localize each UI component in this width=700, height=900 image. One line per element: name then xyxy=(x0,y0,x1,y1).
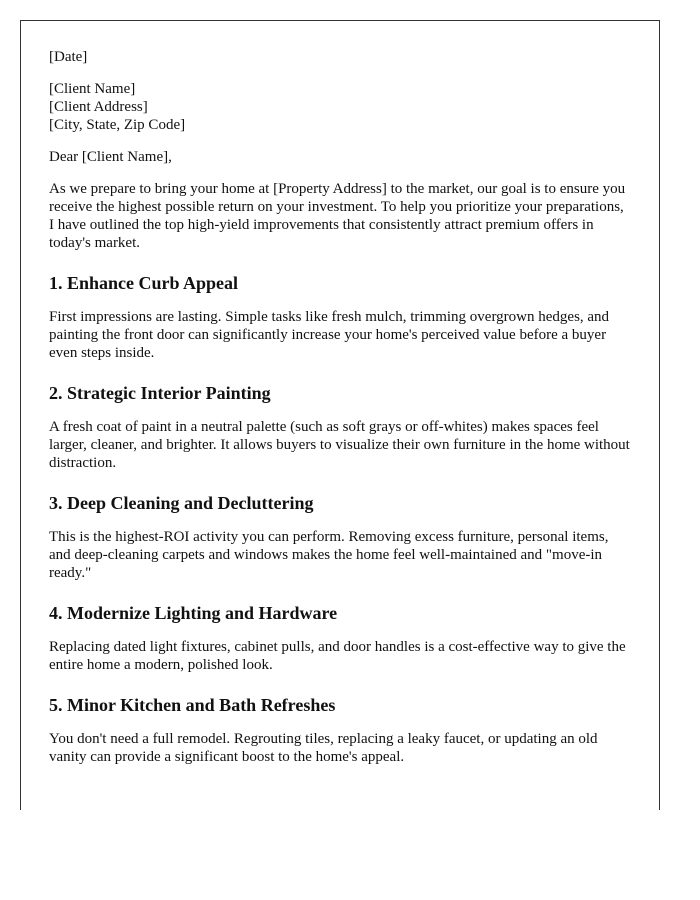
section-body-lighting-hardware: Replacing dated light fixtures, cabinet pulls, and door handles is a cost-effective way to give the entire home a modern, polished look. xyxy=(49,639,626,673)
letter-page xyxy=(20,20,660,810)
date-line: [Date] xyxy=(49,49,88,65)
section-heading-kitchen-bath: 5. Minor Kitchen and Bath Refreshes xyxy=(49,695,336,715)
section-body-deep-cleaning: This is the highest-ROI activity you can perform. Removing excess furniture, personal items, and deep-cleaning carpets and windows makes the home feel well-maintained and "move-in ready." xyxy=(49,529,609,581)
date-block xyxy=(49,48,631,66)
section-heading-interior-painting: 2. Strategic Interior Painting xyxy=(49,383,271,403)
section-heading-deep-cleaning: 3. Deep Cleaning and Decluttering xyxy=(49,493,314,513)
client-address-line: [Client Address] xyxy=(49,99,148,115)
client-name-line: [Client Name] xyxy=(49,81,136,97)
section-body-interior-painting: A fresh coat of paint in a neutral palette (such as soft grays or off-whites) makes spaces feel larger, cleaner, and brighter. It allows buyers to visualize their own furniture in the home without distraction. xyxy=(49,419,630,471)
section-body-kitchen-bath: You don't need a full remodel. Regrouting tiles, replacing a leaky faucet, or updating an old vanity can provide a significant boost to the home's appeal. xyxy=(49,731,598,765)
salutation: Dear [Client Name], xyxy=(49,149,172,165)
recipient-address-block xyxy=(49,80,631,134)
intro-paragraph: As we prepare to bring your home at [Property Address] to the market, our goal is to ensure you receive the highest possible return on your investment. To help you prioritize your preparations, I have outlined the top high-yield improvements that consistently attract premium offers in today's market. xyxy=(49,181,626,251)
client-city-line: [City, State, Zip Code] xyxy=(49,117,186,133)
section-body-curb-appeal: First impressions are lasting. Simple tasks like fresh mulch, trimming overgrown hedges, and painting the front door can significantly increase your home's perceived value before a buyer even steps inside. xyxy=(49,309,610,361)
section-heading-lighting-hardware: 4. Modernize Lighting and Hardware xyxy=(49,603,338,623)
section-heading-curb-appeal: 1. Enhance Curb Appeal xyxy=(49,273,239,293)
